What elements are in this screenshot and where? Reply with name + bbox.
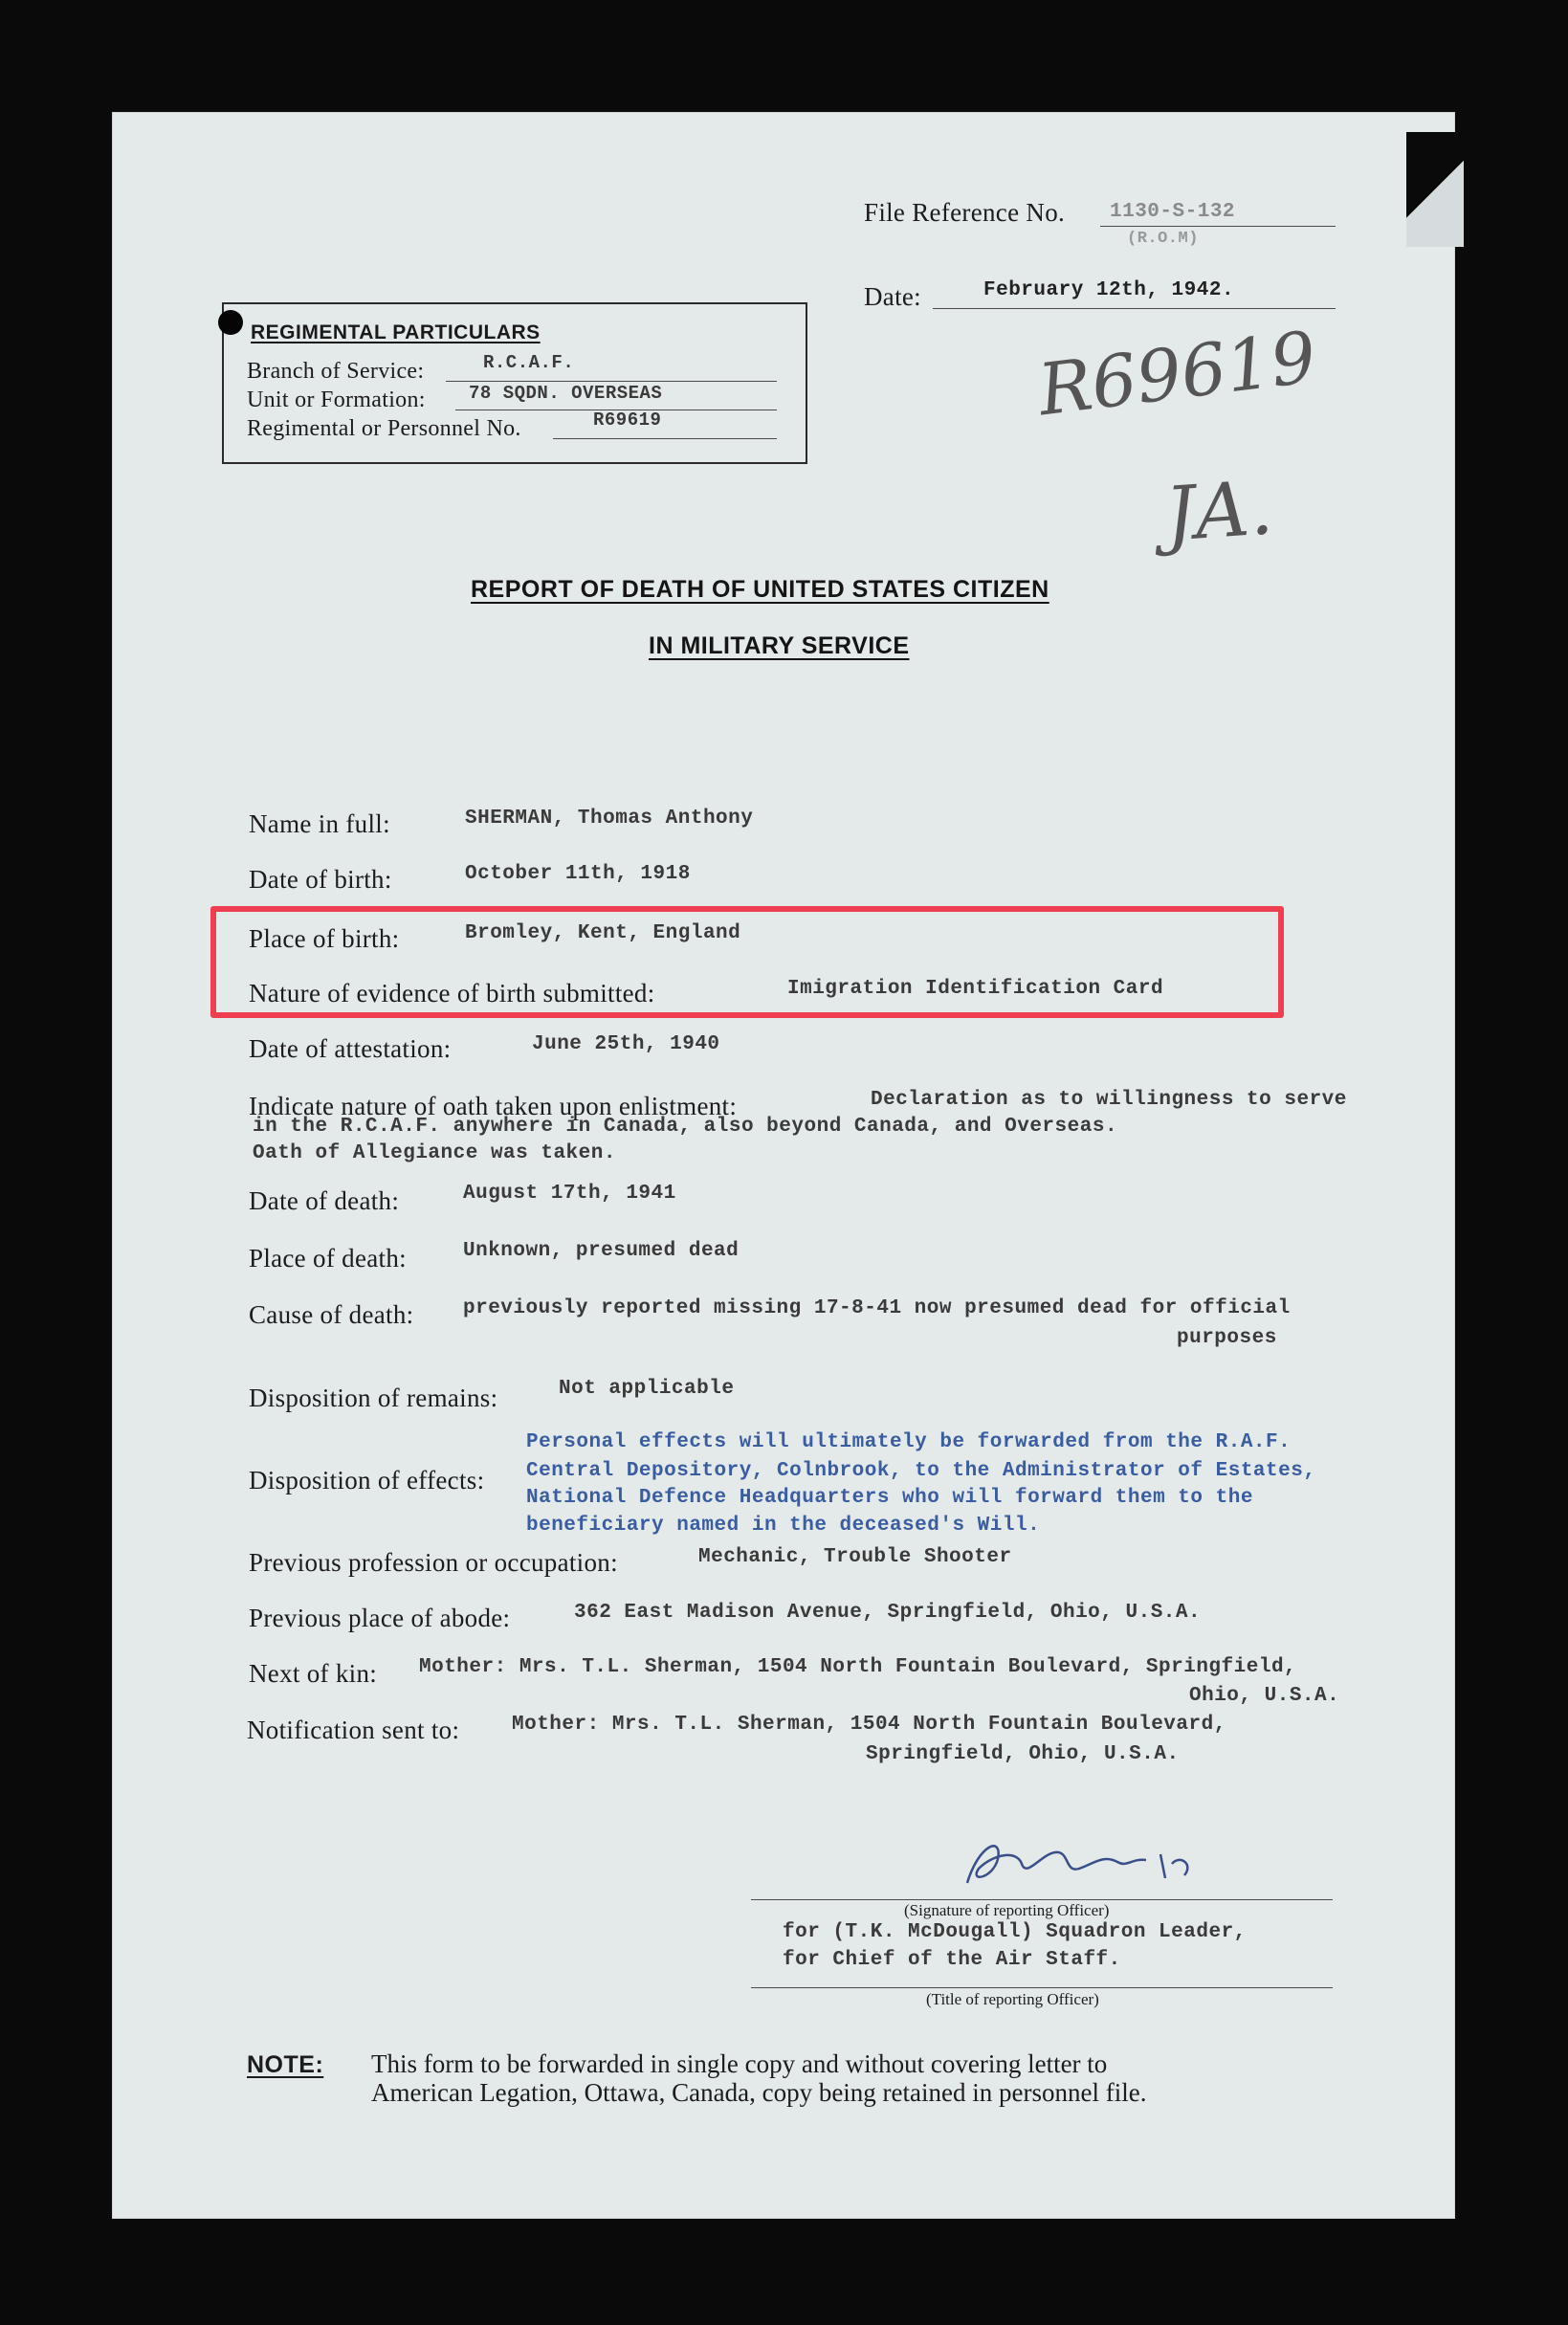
remains-value: Not applicable: [559, 1378, 735, 1400]
unit-formation-label: Unit or Formation:: [247, 388, 426, 412]
next-of-kin-label: Next of kin:: [249, 1659, 378, 1688]
signature-caption: (Signature of reporting Officer): [904, 1901, 1110, 1919]
file-reference-underline: [1100, 226, 1336, 227]
attestation-label: Date of attestation:: [249, 1034, 452, 1063]
file-reference-sub: (R.O.M): [1127, 230, 1199, 248]
pod-value: Unknown, presumed dead: [463, 1240, 740, 1262]
officer-title-line-1: for (T.K. McDougall) Squadron Leader,: [783, 1921, 1247, 1943]
dod-label: Date of death:: [249, 1186, 400, 1215]
evidence-label: Nature of evidence of birth submitted:: [249, 979, 655, 1008]
branch-of-service-label: Branch of Service:: [247, 359, 425, 384]
oath-value-3: Oath of Allegiance was taken.: [253, 1142, 616, 1164]
pob-value: Bromley, Kent, England: [465, 922, 741, 944]
handwritten-number: R69619: [1033, 316, 1321, 432]
notification-label: Notification sent to:: [247, 1716, 460, 1744]
evidence-value: Imigration Identification Card: [787, 978, 1164, 1000]
dob-value: October 11th, 1918: [465, 863, 691, 885]
unit-formation-value: 78 SQDN. OVERSEAS: [469, 383, 663, 404]
file-reference-label: File Reference No.: [864, 198, 1066, 227]
profession-value: Mechanic, Trouble Shooter: [698, 1546, 1012, 1568]
pod-label: Place of death:: [249, 1244, 407, 1273]
remains-label: Disposition of remains:: [249, 1384, 498, 1412]
oath-label: Indicate nature of oath taken upon enlistment:: [249, 1092, 738, 1120]
officer-title-line-2: for Chief of the Air Staff.: [783, 1949, 1121, 1971]
report-title-line-2: IN MILITARY SERVICE: [649, 632, 910, 659]
date-label: Date:: [864, 282, 921, 311]
regimental-particulars-title: REGIMENTAL PARTICULARS: [251, 321, 541, 343]
branch-underline: [446, 381, 777, 382]
name-label: Name in full:: [249, 809, 390, 838]
highlight-box: [210, 906, 1284, 1018]
punch-hole: [218, 310, 243, 335]
branch-of-service-value: R.C.A.F.: [483, 352, 575, 373]
effects-label: Disposition of effects:: [249, 1466, 485, 1495]
profession-label: Previous profession or occupation:: [249, 1548, 618, 1577]
signature-line: [751, 1899, 1333, 1900]
pob-label: Place of birth:: [249, 924, 400, 953]
name-value: SHERMAN, Thomas Anthony: [465, 808, 754, 830]
next-of-kin-value-2: Ohio, U.S.A.: [1189, 1685, 1340, 1707]
notification-value-1: Mother: Mrs. T.L. Sherman, 1504 North Fountain Boulevard,: [512, 1714, 1226, 1736]
note-line-1: This form to be forwarded in single copy and without covering letter to: [371, 2049, 1108, 2078]
next-of-kin-value-1: Mother: Mrs. T.L. Sherman, 1504 North Fountain Boulevard, Springfield,: [419, 1656, 1297, 1678]
title-line: [751, 1987, 1333, 1988]
page-fold-corner: [1406, 132, 1464, 247]
effects-value-3: National Defence Headquarters who will forward them to the: [526, 1487, 1253, 1509]
dob-label: Date of birth:: [249, 865, 392, 894]
regimental-number-underline: [553, 438, 777, 439]
effects-value-2: Central Depository, Colnbrook, to the Administrator of Estates,: [526, 1460, 1316, 1482]
abode-value: 362 East Madison Avenue, Springfield, Ohio, U.S.A.: [574, 1602, 1202, 1624]
cause-value-2: purposes: [1177, 1327, 1277, 1349]
oath-value-2: in the R.C.A.F. anywhere in Canada, also beyond Canada, and Overseas.: [253, 1116, 1118, 1138]
attestation-value: June 25th, 1940: [532, 1033, 720, 1055]
title-caption: (Title of reporting Officer): [926, 1990, 1099, 2008]
dod-value: August 17th, 1941: [463, 1183, 676, 1205]
notification-value-2: Springfield, Ohio, U.S.A.: [866, 1743, 1180, 1765]
report-title-line-1: REPORT OF DEATH OF UNITED STATES CITIZEN: [471, 576, 1049, 603]
abode-label: Previous place of abode:: [249, 1604, 511, 1632]
date-underline: [933, 308, 1336, 309]
file-reference-value: 1130-S-132: [1110, 201, 1236, 223]
note-line-2: American Legation, Ottawa, Canada, copy being retained in personnel file.: [371, 2078, 1147, 2107]
handwritten-initials: JA.: [1161, 465, 1276, 559]
effects-value-1: Personal effects will ultimately be forwarded from the R.A.F.: [526, 1431, 1292, 1453]
cause-value-1: previously reported missing 17-8-41 now presumed dead for official: [463, 1297, 1291, 1319]
signature-mark: [950, 1826, 1237, 1902]
oath-value-1: Declaration as to willingness to serve: [871, 1089, 1347, 1111]
date-value: February 12th, 1942.: [983, 279, 1235, 301]
note-label: NOTE:: [247, 2051, 324, 2078]
cause-label: Cause of death:: [249, 1300, 414, 1329]
effects-value-4: beneficiary named in the deceased's Will.: [526, 1515, 1041, 1537]
regimental-number-label: Regimental or Personnel No.: [247, 416, 521, 441]
regimental-number-value: R69619: [593, 410, 662, 431]
